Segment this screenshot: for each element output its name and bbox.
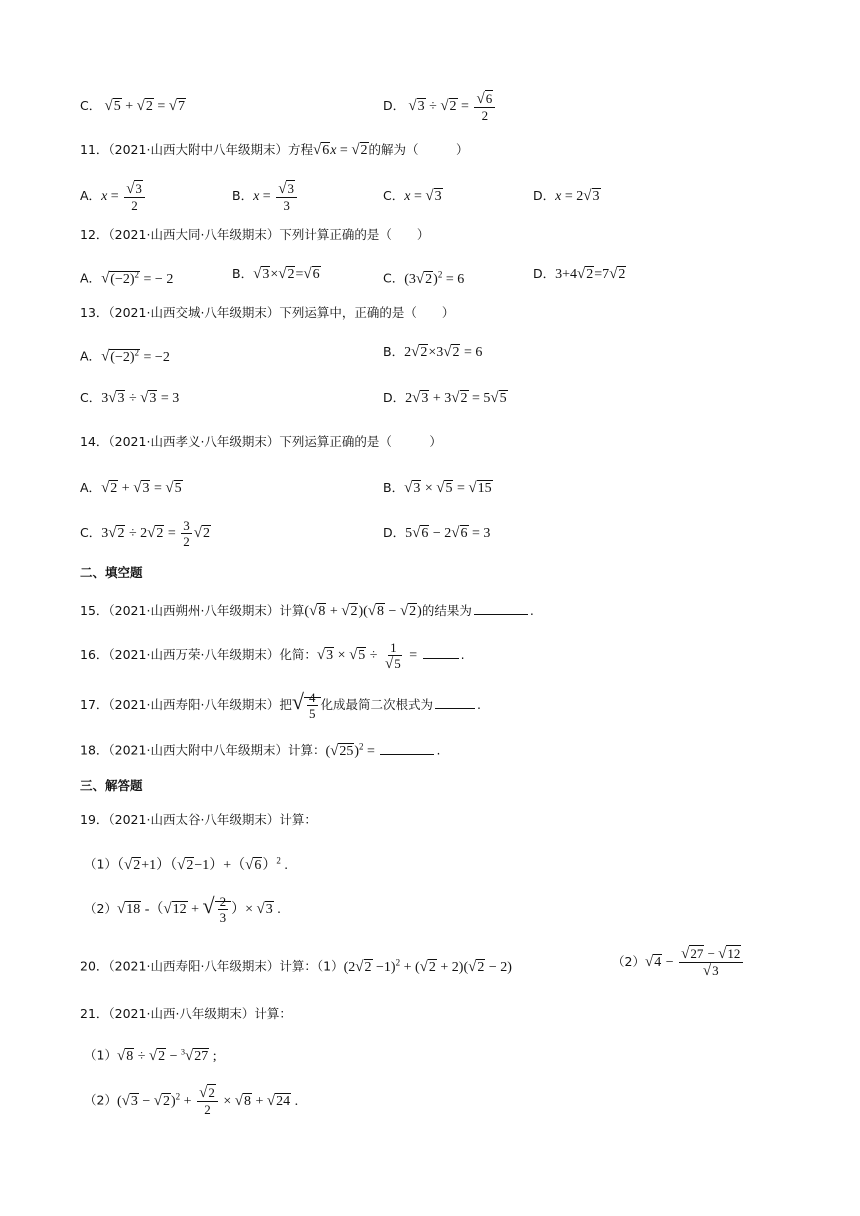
q11-stem: 11．（2021·山西大附中八年级期末）方程√6x = √2的解为（ ） bbox=[80, 142, 469, 158]
q15: 15．（2021·山西朔州·八年级期末）计算(√8 + √2)(√8 − √2)的结果为 . bbox=[80, 603, 534, 619]
q12-option-c: C．$(3√2)^2 = 6$ bbox=[383, 269, 465, 287]
q19-part1: $(1)(√2+1)(√2-1)+(√6)^2$ . bbox=[84, 855, 288, 873]
q20: 20．（2021·山西寿阳·八年级期末）计算：$(1)(2√2 -1)^2 + (√2 + 2)(√2 - 2)$ bbox=[80, 957, 512, 975]
answer-blank[interactable] bbox=[474, 613, 528, 615]
answer-blank[interactable] bbox=[435, 707, 475, 709]
section-heading-solve: 三、解答题 bbox=[80, 778, 143, 793]
math-expr: √5 + √2 = √7 bbox=[104, 98, 185, 114]
q13-option-d: D．2√3 + 3√2 = 5√5 bbox=[383, 390, 507, 406]
q17: 17．（2021·山西寿阳·八年级期末）把√ $\frac{4}{5}$ 化成最简二次根式为 . bbox=[80, 689, 481, 722]
q10-option-c bbox=[80, 96, 186, 117]
q13-option-a: A．$√(-2)^2 = -2$ bbox=[80, 347, 170, 365]
q14-option-c: C．3√2 ÷ 2√2 = $\frac{3}{2}$ √2 bbox=[80, 518, 211, 550]
q12-option-a: A．$√(-2)^2$ = − 2 bbox=[80, 269, 174, 287]
answer-blank[interactable] bbox=[423, 657, 459, 659]
q14-option-b: B．√3 × √5 = √15 bbox=[383, 480, 492, 496]
q19-stem: 19．（2021·山西太谷·八年级期末）计算： bbox=[80, 812, 317, 827]
q16: 16．（2021·山西万荣·八年级期末）化简：√3 × √5 ÷ $\frac{1}{√5}$ = . bbox=[80, 639, 465, 672]
q20-part2: （2）√4 − $\frac{√27 - √12}{√3}$ bbox=[612, 942, 745, 983]
q13-stem: 13．（2021·山西交城·八年级期末）下列运算中，正确的是（ ） bbox=[80, 305, 455, 320]
q11-option-a: A．x = $\frac{√3}{2}$ bbox=[80, 176, 147, 217]
q12-stem: 12．（2021·山西大同·八年级期末）下列计算正确的是（ ） bbox=[80, 227, 430, 242]
math-expr: √3 ÷ √2 = $\frac{√6}{2}$ bbox=[408, 99, 497, 114]
q13-option-c: C．3√3 ÷ √3 = 3 bbox=[80, 390, 180, 406]
option-label: C． bbox=[80, 98, 102, 113]
q21-part1: （1）√8 ÷ √2 − $^3$√27 ; bbox=[84, 1047, 217, 1064]
q21-part2: $(2)(√3 - √2)^2$ + $\frac{√2}{2}$ × √8 + √24 . bbox=[84, 1085, 299, 1118]
q14-option-d: D．5√6 − 2√6 = 3 bbox=[383, 525, 491, 541]
q12-option-b: B．√3×√2=√6 bbox=[232, 266, 320, 282]
q14-option-a: A．√2 + √3 = √5 bbox=[80, 480, 182, 496]
option-label: D． bbox=[383, 98, 406, 113]
q13-option-b: B．2√2×3√2 = 6 bbox=[383, 344, 483, 360]
section-heading-fill-in: 二、填空题 bbox=[80, 565, 143, 580]
q14-stem: 14．（2021·山西孝义·八年级期末）下列运算正确的是（ ） bbox=[80, 434, 442, 449]
q18: 18．（2021·山西大附中八年级期末）计算：$(√25)^2$ = . bbox=[80, 741, 441, 759]
q21-stem: 21．（2021·山西·八年级期末）计算： bbox=[80, 1006, 292, 1021]
q11-option-b: B．x = $\frac{√3}{3}$ bbox=[232, 176, 299, 217]
q12-option-d: D．3+4√2=7√2 bbox=[533, 266, 626, 282]
q11-option-d: D．x = 2√3 bbox=[533, 188, 600, 204]
q11-option-c: C．x = √3 bbox=[383, 188, 442, 204]
answer-blank[interactable] bbox=[380, 753, 434, 755]
q19-part2: （2）√18 -（√12 + √ $\frac{2}{3}$ ）× √3 . bbox=[84, 893, 281, 926]
q10-option-d bbox=[383, 86, 497, 127]
